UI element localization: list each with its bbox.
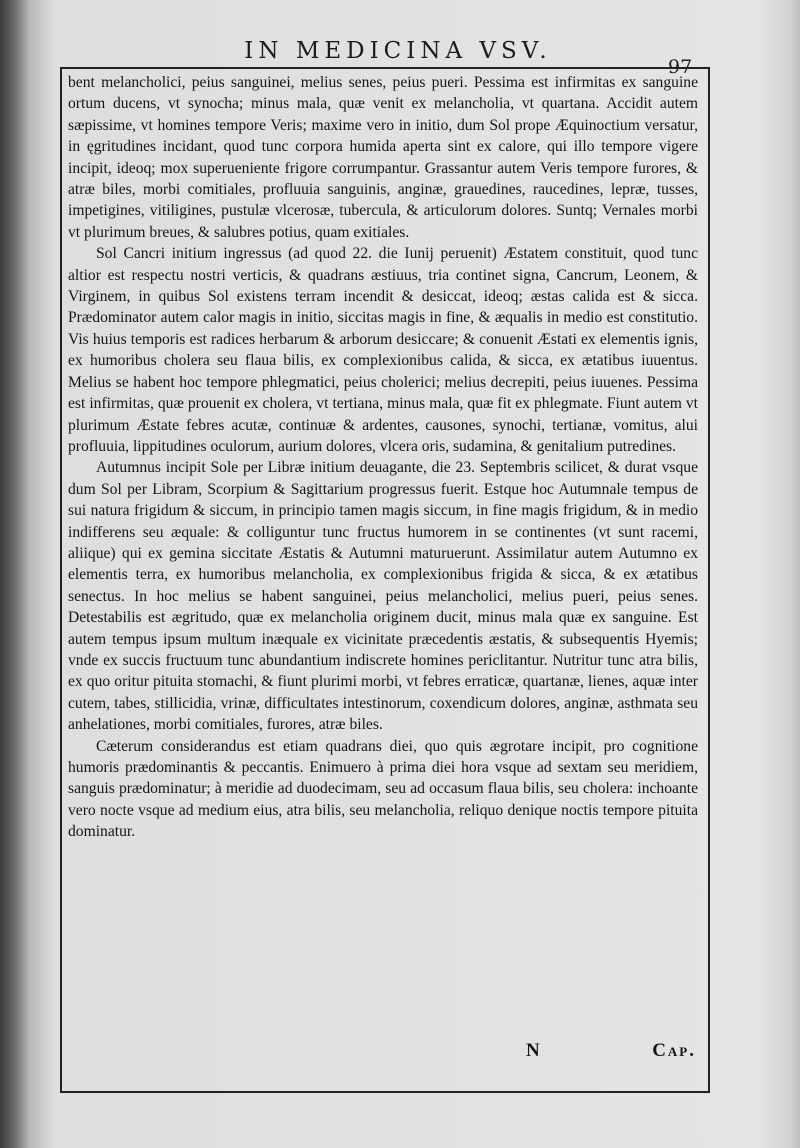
book-page (16, 0, 800, 1148)
page-number: 97 (668, 56, 693, 78)
frame-right-rule (708, 67, 710, 1092)
catchword: Cap. (652, 1040, 696, 1061)
paragraph-summer: Sol Cancri initium ingressus (ad quod 22. die Iunij peruenit) Æstatem constituit, quod tunc altior est respectu nostri verticis, & quadrans æstiuus, tria continet signa, Cancrum, Leonem, & Virginem, in quibus Sol existens terram incendit & desiccat, ideoq; æstas calida est & sicca. Prædominator autem calor magis in initio, siccitas magis in fine, & æqualis in medio est constitutio. Vis huius temporis est radices herbarum & arborum desiccare; & conuenit Æstati ex elementis ignis, ex humoribus cholera seu flaua bilis, ex complexionibus calida, & sicca, ex ætatibus iuuentus. Melius se habent hoc tempore phlegmatici, peius cholerici; melius decrepiti, peius iuuenes. Pessima est infirmitas, quæ prouenit ex cholera, vt tertiana, minus mala, quæ fit ex phlegmate. Fiunt autem vt plurimum Æstate febres acutæ, continuæ & ardentes, causones, synochi, tertianæ, vomitus, alui profluuia, lippitudines oculorum, aurium dolores, vlcera oris, sudamina, & genitalium putredines. (68, 245, 698, 455)
body-text (68, 72, 698, 843)
frame-top-rule (60, 67, 708, 69)
frame-left-rule (60, 67, 62, 1092)
page-footer (68, 1040, 698, 1066)
running-head: IN MEDICINA VSV. (244, 38, 552, 64)
paragraph-spring-continuation: bent melancholici, peius sanguinei, melius senes, peius pueri. Pessima est infirmitas ex sanguine ortum ducens, vt synocha; minus mala, quæ venit ex melancholia, vt quartana. Accidit autem sæpissime, vt homines tempore Veris; maxime vero in initio, dum Sol prope Æquinoctium versatur, in ęgritudines incidant, quod tunc corpora humida aperta sint ex calore, qui illo tempore vigere incipit, ideoq; mox superueniente frigore corrumpantur. Grassantur autem Veris tempore furores, & atræ biles, morbi comitiales, profluuia sanguinis, anginæ, grauedines, raucedines, lepræ, tusses, impetigines, vitiligines, pustulæ vlcerosæ, tubercula, & articulorum dolores. Suntq; Vernales morbi vt plurimum breues, & salubres potius, quam exitiales. (68, 74, 698, 241)
paragraph-quarter-of-day: Cæterum considerandus est etiam quadrans diei, quo quis ægrotare incipit, pro cognitione humoris prædominantis & peccantis. Enimuero à prima diei hora vsque ad sextam seu meridiem, sanguis prædominatur; à meridie ad duodecimam, seu ad occasum flaua bilis, seu cholera: inchoante vero nocte vsque ad medium eius, atra bilis, seu melancholia, reliquo denique noctis tempore pituita dominatur. (68, 737, 698, 841)
frame-bottom-rule (60, 1091, 710, 1093)
signature-mark: N (526, 1040, 540, 1061)
paragraph-autumn: Autumnus incipit Sole per Libræ initium deuagante, die 23. Septembris scilicet, & durat vsque dum Sol per Libram, Scorpium & Sagittarium progressus fuerit. Estque hoc Autumnale tempus de sui natura frigidum & siccum, in principio tamen magis siccum, in fine magis frigidum, & in medio indifferens seu æquale: & colliguntur tunc fructus humorem in se continentes (vt sunt racemi, aliique) qui ex gemina siccitate Æstatis & Autumni maturuerunt. Assimilatur autem Autumno ex elementis terra, ex humoribus melancholia, ex complexionibus frigida & sicca, & ex ætatibus senectus. In hoc melius se habent sanguinei, peius melancholici, melius pueri, peius senes. Detestabilis est ægritudo, quæ ex melancholia originem ducit, minus mala quæ ex sanguine. Est autem tempus ipsum multum inæquale ex vicinitate præcedentis æstatis, & subsequentis Hyemis; vnde ex succis fructuum tunc abundantium indiscrete homines periclitantur. Nutritur tunc atra bilis, ex quo oritur pituita stomachi, & fiunt plurimi morbi, vt febres erraticæ, quartanæ, lienes, aquæ inter cutem, tabes, stillicidia, vrinæ, difficultates intestinorum, coxendicum dolores, anginæ, asthmata seu anhelationes, morbi comitiales, furores, atræ biles. (68, 459, 698, 734)
